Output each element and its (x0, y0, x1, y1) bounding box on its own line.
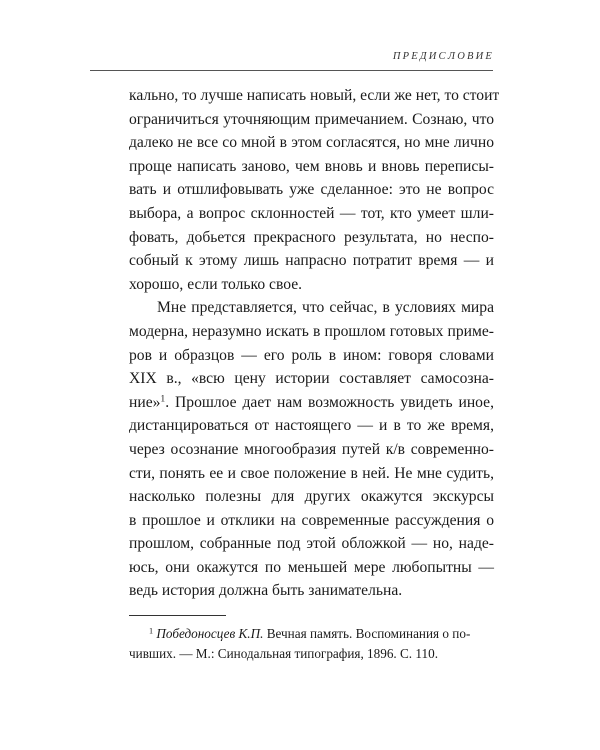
text-line: вать и отшлифовывать уже сделанное: это не вопрос (129, 181, 494, 199)
footnote-author: Победоносцев К.П. (156, 626, 264, 641)
text-line: юсь, они окажутся по меньшей мере любопытны — (129, 558, 494, 576)
text-line: ведь история должна быть занимательна. (129, 582, 403, 600)
text-line: через осознание многообразия путей к/в современно- (129, 440, 494, 458)
footnote (129, 624, 471, 664)
text-line: модерна, неразумно искать в прошлом готовых приме- (129, 322, 494, 340)
footnote-number: 1 (149, 626, 154, 636)
text-line: Мне представляется, что сейчас, в условиях мира (157, 299, 494, 317)
footnote-line (129, 624, 471, 644)
text-line: выбора, а вопрос склонностей — тот, кто умеет шли- (129, 204, 494, 222)
text-line: фовать, добьется прекрасного результата, но неспо- (129, 228, 494, 246)
running-head: ПРЕДИСЛОВИЕ (392, 51, 494, 62)
text-line: насколько полезны для других окажутся экскурсы (129, 488, 494, 506)
text-line: XIX в., «всю цену истории составляет самосозна- (129, 370, 494, 388)
text-line: прошлом, собранные под этой обложкой — но, наде- (129, 535, 494, 553)
text-line: ограничиться уточняющим примечанием. Сознаю, что (129, 110, 494, 128)
body-text (129, 84, 500, 603)
header-rule (90, 70, 493, 71)
text-fragment: ние» (129, 393, 161, 411)
text-line: кально, то лучше написать новый, если же нет, то стоит (129, 87, 500, 104)
footnote-rule (129, 615, 226, 616)
footnote-line: чивших. — М.: Синодальная типография, 1896. С. 110. (129, 646, 438, 661)
text-line: ров и образцов — его роль в ином: говоря словами (129, 346, 494, 364)
footnote-ref: 1 (160, 393, 166, 405)
text-line: дистанцироваться от настоящего — и в то же время, (129, 417, 494, 435)
text-line: в прошлое и отклики на современные рассуждения о (129, 511, 494, 529)
text-line: проще написать заново, чем вновь и вновь переписы- (129, 157, 494, 175)
text-line: далеко не все со мной в этом согласятся, но мне лично (129, 134, 494, 152)
text-line: сти, понять ее и свое положение в ней. Не мне судить, (129, 464, 494, 482)
text-line: хорошо, если только свое. (129, 275, 303, 293)
text-line: собный к этому лишь напрасно потратит время — и (129, 252, 494, 270)
text-fragment: . Прошлое дает нам возможность увидеть иное, (165, 393, 494, 411)
text-line-with-footnote-ref (129, 391, 494, 415)
footnote-text: Вечная память. Воспоминания о по- (263, 626, 471, 641)
